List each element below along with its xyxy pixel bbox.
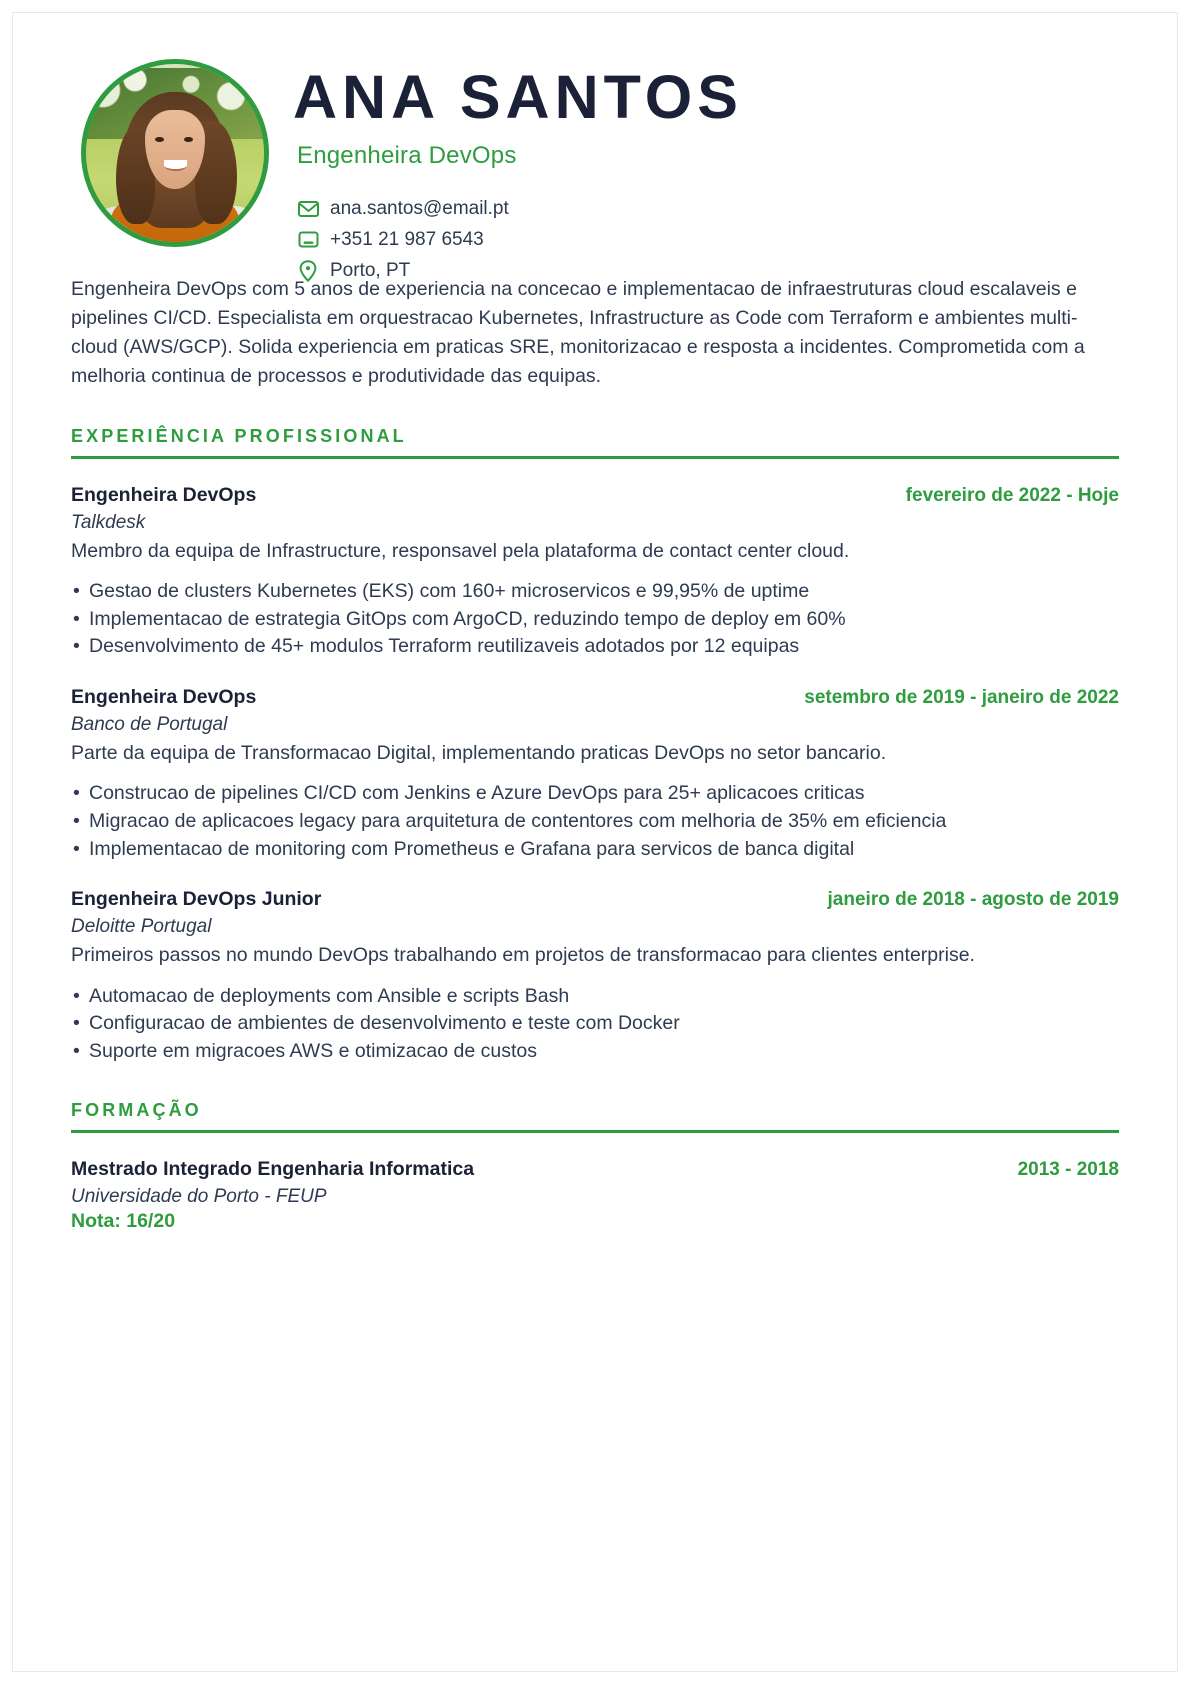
entry-job-title: Engenheira DevOps <box>71 686 257 709</box>
contact-phone[interactable] <box>297 229 1119 251</box>
section-title-education: FORMAÇÃO <box>71 1099 202 1120</box>
entry-header <box>71 1158 1119 1181</box>
entry-date-range: 2013 - 2018 <box>1017 1158 1119 1180</box>
resume-sheet <box>12 12 1178 1672</box>
entry-description: Primeiros passos no mundo DevOps trabalhando em projetos de transformacao para clientes enterprise. <box>71 944 975 967</box>
education-entry <box>71 1158 1119 1233</box>
entry-company: Banco de Portugal <box>71 714 228 736</box>
resume-header <box>71 51 1119 291</box>
entry-header <box>71 888 1119 911</box>
entry-degree: Mestrado Integrado Engenharia Informatica <box>71 1157 475 1180</box>
job-title: Engenheira DevOps <box>297 141 517 169</box>
page-title: ANA SANTOS <box>293 63 743 131</box>
location-pin-icon <box>297 260 319 282</box>
entry-header <box>71 484 1119 507</box>
contact-location[interactable] <box>297 260 1119 282</box>
entry-job-title: Engenheira DevOps <box>71 483 257 506</box>
experience-entry <box>71 484 1119 661</box>
list-item: • Construcao de pipelines CI/CD com Jenkins e Azure DevOps para 25+ aplicacoes criticas <box>71 780 1119 808</box>
avatar-photo <box>81 59 269 247</box>
entry-company: Talkdesk <box>71 511 146 533</box>
list-item: • Automacao de deployments com Ansible e scripts Bash <box>71 983 1119 1011</box>
section-education <box>71 1100 1119 1233</box>
section-divider <box>71 456 1119 459</box>
list-item: • Configuracao de ambientes de desenvolvimento e teste com Docker <box>71 1010 1119 1038</box>
professional-summary: Engenheira DevOps com 5 anos de experiencia na concecao e implementacao de infraestruturas cloud escalaveis e pipelines CI/CD. Especialista em orquestracao Kubernetes, Infrastructure as Code com Terraform e ambientes multi-cloud (AWS/GCP). Solida experiencia em praticas SRE, monitorizacao e resposta a incidentes. Comprometida com a melhoria continua de processos e produtividade das equipas. <box>71 277 1085 388</box>
entry-date-range: janeiro de 2018 - agosto de 2019 <box>827 889 1119 911</box>
entry-date-range: fevereiro de 2022 - Hoje <box>905 484 1119 506</box>
entry-description: Membro da equipa de Infrastructure, responsavel pela plataforma de contact center cloud. <box>71 539 850 562</box>
entry-bullet-list <box>71 780 1119 863</box>
avatar <box>71 51 271 247</box>
section-experience <box>71 426 1119 1066</box>
list-item: • Suporte em migracoes AWS e otimizacao de custos <box>71 1038 1119 1066</box>
envelope-icon <box>297 198 319 220</box>
experience-entry <box>71 888 1119 1065</box>
contact-email-value: ana.santos@email.pt <box>330 197 509 219</box>
entry-date-range: setembro de 2019 - janeiro de 2022 <box>804 687 1119 709</box>
contact-list <box>297 198 1119 282</box>
entry-job-title: Engenheira DevOps Junior <box>71 888 322 911</box>
contact-location-value: Porto, PT <box>330 259 411 281</box>
contact-phone-value: +351 21 987 6543 <box>330 228 484 250</box>
entry-bullet-list <box>71 983 1119 1066</box>
experience-entry <box>71 686 1119 863</box>
list-item: • Gestao de clusters Kubernetes (EKS) com 160+ microservicos e 99,95% de uptime <box>71 578 1119 606</box>
phone-icon <box>297 229 319 251</box>
list-item: • Implementacao de estrategia GitOps com ArgoCD, reduzindo tempo de deploy em 60% <box>71 606 1119 634</box>
section-title-experience: EXPERIÊNCIA PROFISSIONAL <box>71 425 407 446</box>
header-text-block <box>271 51 1119 291</box>
entry-company: Deloitte Portugal <box>71 916 212 938</box>
section-divider <box>71 1130 1119 1133</box>
entry-grade: Nota: 16/20 <box>71 1209 176 1232</box>
list-item: • Migracao de aplicacoes legacy para arquitetura de contentores com melhoria de 35% em eficiencia <box>71 808 1119 836</box>
entry-header <box>71 686 1119 709</box>
list-item: • Desenvolvimento de 45+ modulos Terraform reutilizaveis adotados por 12 equipas <box>71 633 1119 661</box>
entry-description: Parte da equipa de Transformacao Digital, implementando praticas DevOps no setor bancario. <box>71 742 887 765</box>
entry-bullet-list <box>71 578 1119 661</box>
contact-email[interactable] <box>297 198 1119 220</box>
list-item: • Implementacao de monitoring com Prometheus e Grafana para servicos de banca digital <box>71 836 1119 864</box>
entry-institution: Universidade do Porto - FEUP <box>71 1185 327 1207</box>
